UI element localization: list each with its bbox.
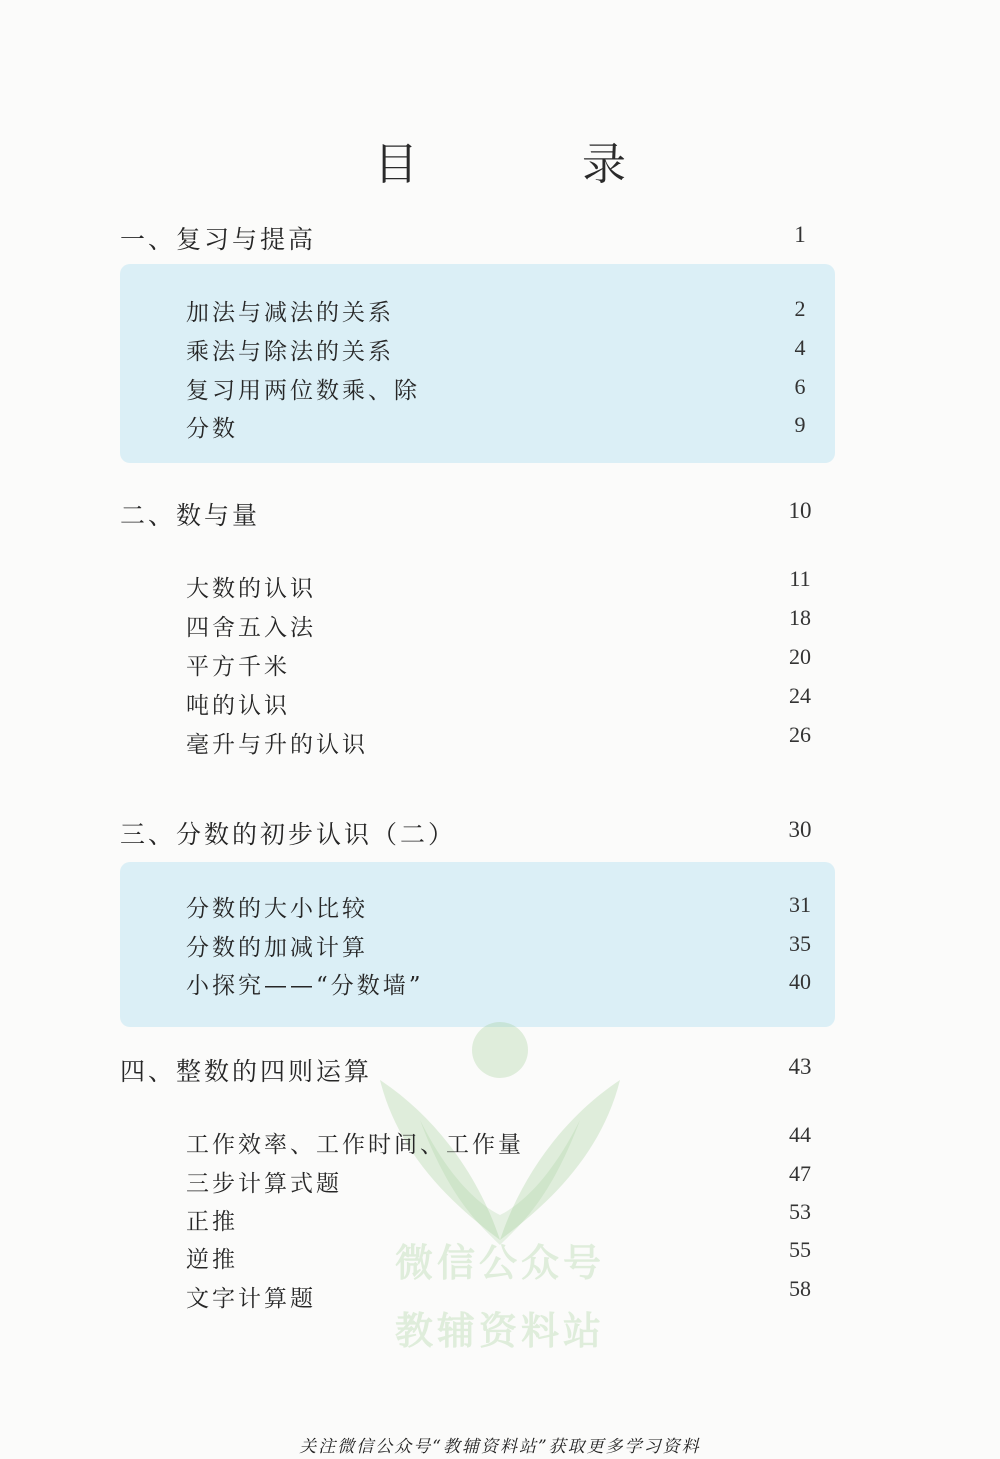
footer-note: 关注微信公众号“教辅资料站”获取更多学习资料 bbox=[299, 1437, 701, 1457]
toc-item[interactable] bbox=[0, 290, 1000, 328]
item-page-number: 2 bbox=[794, 296, 806, 321]
item-label: 分数 bbox=[186, 416, 238, 442]
toc-section-2[interactable] bbox=[0, 486, 1000, 536]
item-label: 乘法与除法的关系 bbox=[186, 339, 394, 365]
toc-item[interactable] bbox=[0, 683, 1000, 721]
toc-item[interactable] bbox=[0, 644, 1000, 682]
toc-item[interactable] bbox=[0, 368, 1000, 406]
toc-item[interactable] bbox=[0, 566, 1000, 604]
item-page-number: 53 bbox=[789, 1199, 811, 1224]
item-page-number: 26 bbox=[789, 722, 811, 747]
item-page-number: 20 bbox=[789, 644, 811, 669]
toc-item[interactable] bbox=[0, 1276, 1000, 1314]
toc-item[interactable] bbox=[0, 1199, 1000, 1237]
item-label: 小探究——“分数墙” bbox=[186, 973, 424, 999]
section-page-number: 10 bbox=[788, 498, 812, 523]
item-label: 吨的认识 bbox=[186, 693, 290, 719]
item-label: 毫升与升的认识 bbox=[186, 732, 368, 758]
item-page-number: 58 bbox=[789, 1276, 811, 1301]
toc-item[interactable] bbox=[0, 886, 1000, 924]
section-label: 二、数与量 bbox=[120, 501, 261, 530]
item-page-number: 44 bbox=[789, 1122, 811, 1147]
toc-item[interactable] bbox=[0, 605, 1000, 643]
item-label: 复习用两位数乘、除 bbox=[186, 378, 420, 404]
toc-item[interactable] bbox=[0, 963, 1000, 1001]
item-label: 四舍五入法 bbox=[186, 615, 316, 641]
item-label: 加法与减法的关系 bbox=[186, 300, 394, 326]
watermark-line-2: 教辅资料站 bbox=[394, 1309, 605, 1353]
item-label: 大数的认识 bbox=[186, 576, 316, 602]
item-label: 工作效率、工作时间、工作量 bbox=[186, 1132, 524, 1158]
item-page-number: 24 bbox=[789, 683, 811, 708]
watermark-line-1: 微信公众号 bbox=[394, 1241, 605, 1285]
item-label: 分数的加减计算 bbox=[186, 935, 368, 961]
section-label: 一、复习与提高 bbox=[120, 225, 317, 254]
item-label: 三步计算式题 bbox=[186, 1171, 342, 1197]
item-page-number: 11 bbox=[789, 566, 811, 591]
item-label: 正推 bbox=[186, 1209, 238, 1235]
toc-section-3[interactable] bbox=[0, 805, 1000, 855]
item-page-number: 35 bbox=[789, 931, 811, 956]
item-page-number: 40 bbox=[789, 969, 811, 994]
toc-item[interactable] bbox=[0, 329, 1000, 367]
section-label: 四、整数的四则运算 bbox=[120, 1057, 373, 1086]
section-page-number: 30 bbox=[788, 817, 812, 842]
toc-item[interactable] bbox=[0, 925, 1000, 963]
toc-item[interactable] bbox=[0, 1161, 1000, 1199]
item-page-number: 18 bbox=[789, 605, 811, 630]
item-page-number: 4 bbox=[794, 335, 806, 360]
item-page-number: 6 bbox=[794, 374, 806, 399]
section-label: 三、分数的初步认识（二） bbox=[120, 820, 457, 849]
toc-item[interactable] bbox=[0, 1237, 1000, 1275]
item-label: 分数的大小比较 bbox=[186, 896, 368, 922]
item-page-number: 9 bbox=[794, 412, 806, 437]
item-page-number: 31 bbox=[789, 892, 811, 917]
page-title: 目 录 bbox=[374, 139, 686, 190]
section-page-number: 43 bbox=[788, 1054, 812, 1079]
item-page-number: 47 bbox=[789, 1161, 811, 1186]
toc-section-4[interactable] bbox=[0, 1042, 1000, 1092]
toc-item[interactable] bbox=[0, 722, 1000, 760]
item-page-number: 55 bbox=[789, 1237, 811, 1262]
item-label: 文字计算题 bbox=[186, 1286, 316, 1312]
section-page-number: 1 bbox=[794, 222, 806, 247]
toc-item[interactable] bbox=[0, 406, 1000, 444]
item-label: 逆推 bbox=[186, 1247, 238, 1273]
item-label: 平方千米 bbox=[186, 654, 290, 680]
toc-item[interactable] bbox=[0, 1122, 1000, 1160]
toc-section-1[interactable] bbox=[0, 210, 1000, 260]
